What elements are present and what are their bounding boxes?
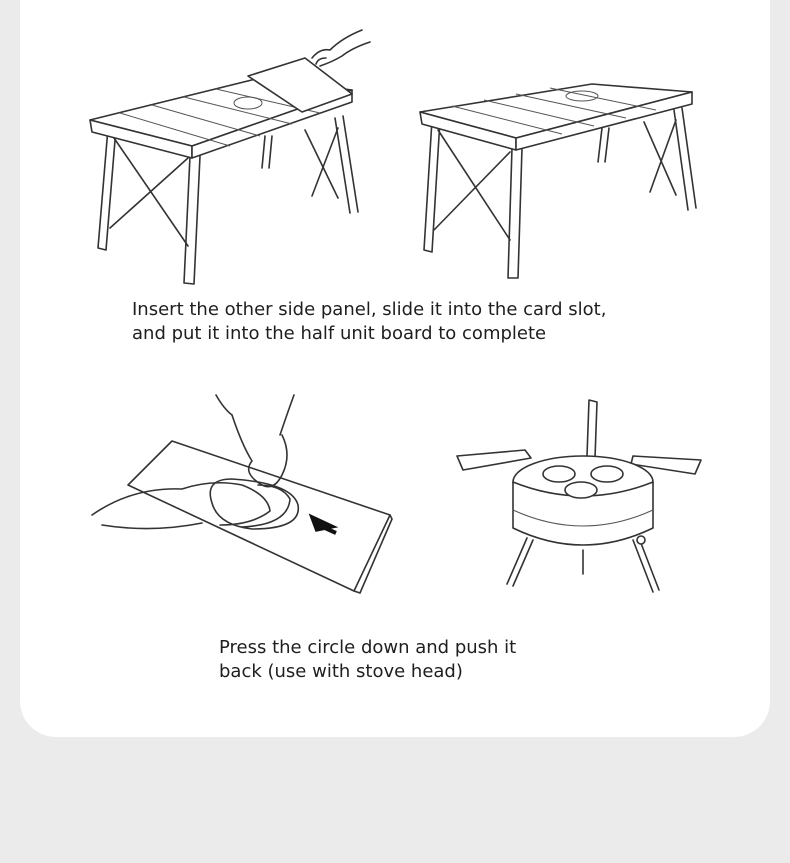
step-caption-1-line1: Insert the other side panel, slide it into the card slot, bbox=[132, 299, 607, 320]
table-insert-panel-illustration bbox=[80, 28, 370, 290]
step-caption-1-line2: and put it into the half unit board to complete bbox=[132, 323, 547, 344]
stove-head-illustration bbox=[455, 398, 705, 603]
press-circle-illustration bbox=[92, 395, 392, 595]
step-caption-2-line2: back (use with stove head) bbox=[219, 661, 463, 682]
step-caption-2-line1: Press the circle down and push it bbox=[219, 637, 517, 658]
step-caption-2 bbox=[219, 636, 516, 684]
step-caption-1 bbox=[132, 298, 606, 346]
table-complete-illustration bbox=[412, 80, 702, 280]
